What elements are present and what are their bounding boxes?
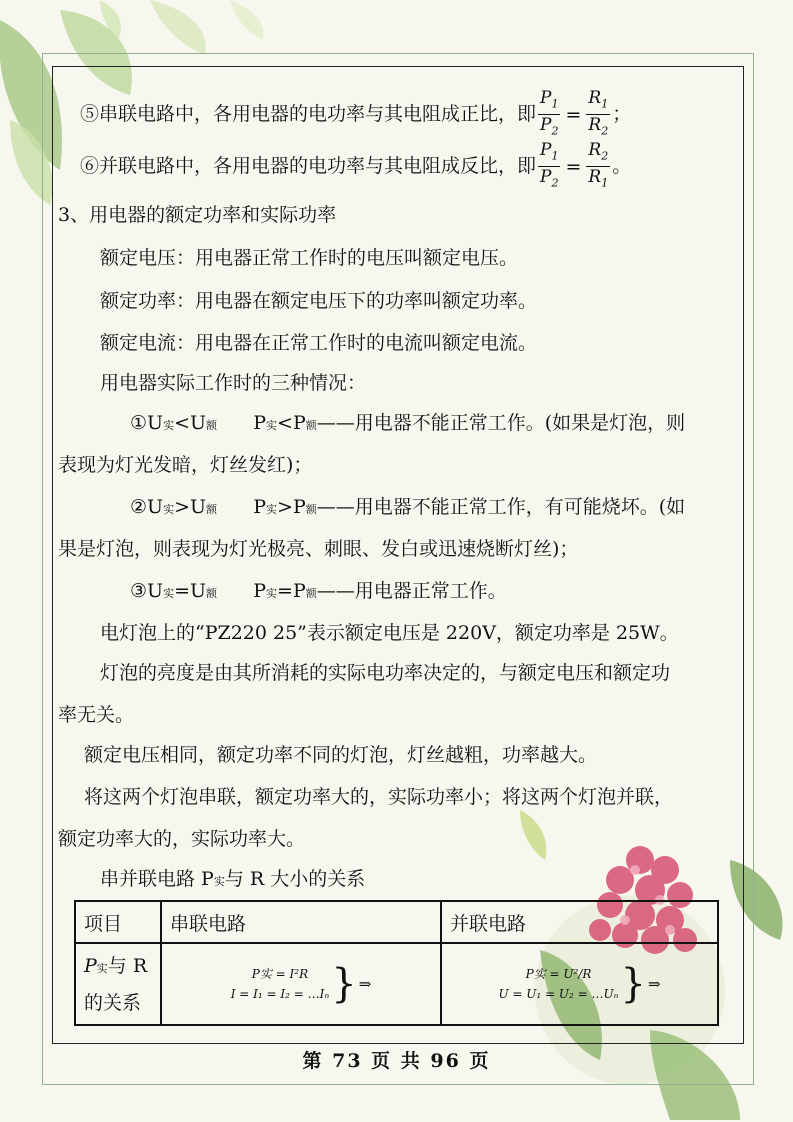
rated-voltage-def: 额定电压：用电器正常工作时的电压叫额定电压。	[100, 247, 519, 269]
brightness-line-1: 灯泡的亮度是由其所消耗的实际电功率决定的，与额定电压和额定功	[100, 662, 671, 684]
header-series: 串联电路	[161, 901, 441, 943]
fraction-r2-r1: $\frac{R_2}{R_1}$	[588, 140, 609, 190]
rated-current-def: 额定电流：用电器在正常工作时的电流叫额定电流。	[100, 332, 538, 354]
table-caption: 串并联电路 P实与 R 大小的关系	[100, 868, 366, 890]
case-3: ③U实=U额 P实=P额——用电器正常工作。	[130, 580, 507, 602]
case-2-cont: 果是灯泡，则表现为灯光极亮、刺眼、发白或迅速烧断灯丝)；	[58, 538, 579, 560]
row-label: P实与 R 的关系	[75, 943, 161, 1025]
bulbs-line-1: 将这两个灯泡串联，额定功率大的，实际功率小；将这两个灯泡并联，	[84, 786, 674, 808]
header-item: 项目	[75, 901, 161, 943]
same-voltage-line: 额定电压相同，额定功率不同的灯泡，灯丝越粗，功率越大。	[84, 744, 598, 766]
series-formula-cell: P实 = I²R I = I₁ = I₂ = …Iₙ } ⇒	[161, 943, 441, 1025]
parallel-formula-cell: P实 = U²/R U = U₁ = U₂ = …Uₙ } ⇒	[441, 943, 718, 1025]
three-cases-heading: 用电器实际工作时的三种情况：	[100, 372, 367, 394]
brightness-line-2: 率无关。	[58, 704, 135, 726]
power-resistance-table	[74, 900, 719, 1026]
pz-label-line: 电灯泡上的“PZ220 25”表示额定电压是 220V，额定功率是 25W。	[100, 622, 679, 644]
fraction-p1-p2-parallel: $\frac{P_1}{P_2}$	[540, 140, 559, 190]
fraction-r1-r2: $\frac{R_1}{R_2}$	[588, 88, 609, 138]
series-power-ratio-line: ⑤串联电路中，各用电器的电功率与其电阻成正比，即 $\frac{P_1}{P_2}$ = $\frac{R_1}{R_2}$ ；	[80, 88, 631, 142]
section-heading: 3、用电器的额定功率和实际功率	[58, 204, 337, 226]
case-2: ②U实>U额 P实>P额——用电器不能正常工作，有可能烧坏。(如	[130, 496, 686, 518]
parallel-power-ratio-line: ⑥并联电路中，各用电器的电功率与其电阻成反比，即 $\frac{P_1}{P_2}$ = $\frac{R_2}{R_1}$ 。	[80, 140, 631, 194]
header-parallel: 并联电路	[441, 901, 718, 943]
rated-power-def: 额定功率：用电器在额定电压下的功率叫额定功率。	[100, 290, 538, 312]
case-1-cont: 表现为灯光发暗，灯丝发红)；	[58, 454, 313, 476]
bulbs-line-2: 额定功率大的，实际功率大。	[58, 828, 306, 850]
page-number-footer: 第 73 页 共 96 页	[302, 1050, 491, 1072]
fraction-p1-p2: $\frac{P_1}{P_2}$	[540, 88, 559, 138]
case-1: ①U实<U额 P实<P额——用电器不能正常工作。(如果是灯泡，则	[130, 412, 686, 434]
